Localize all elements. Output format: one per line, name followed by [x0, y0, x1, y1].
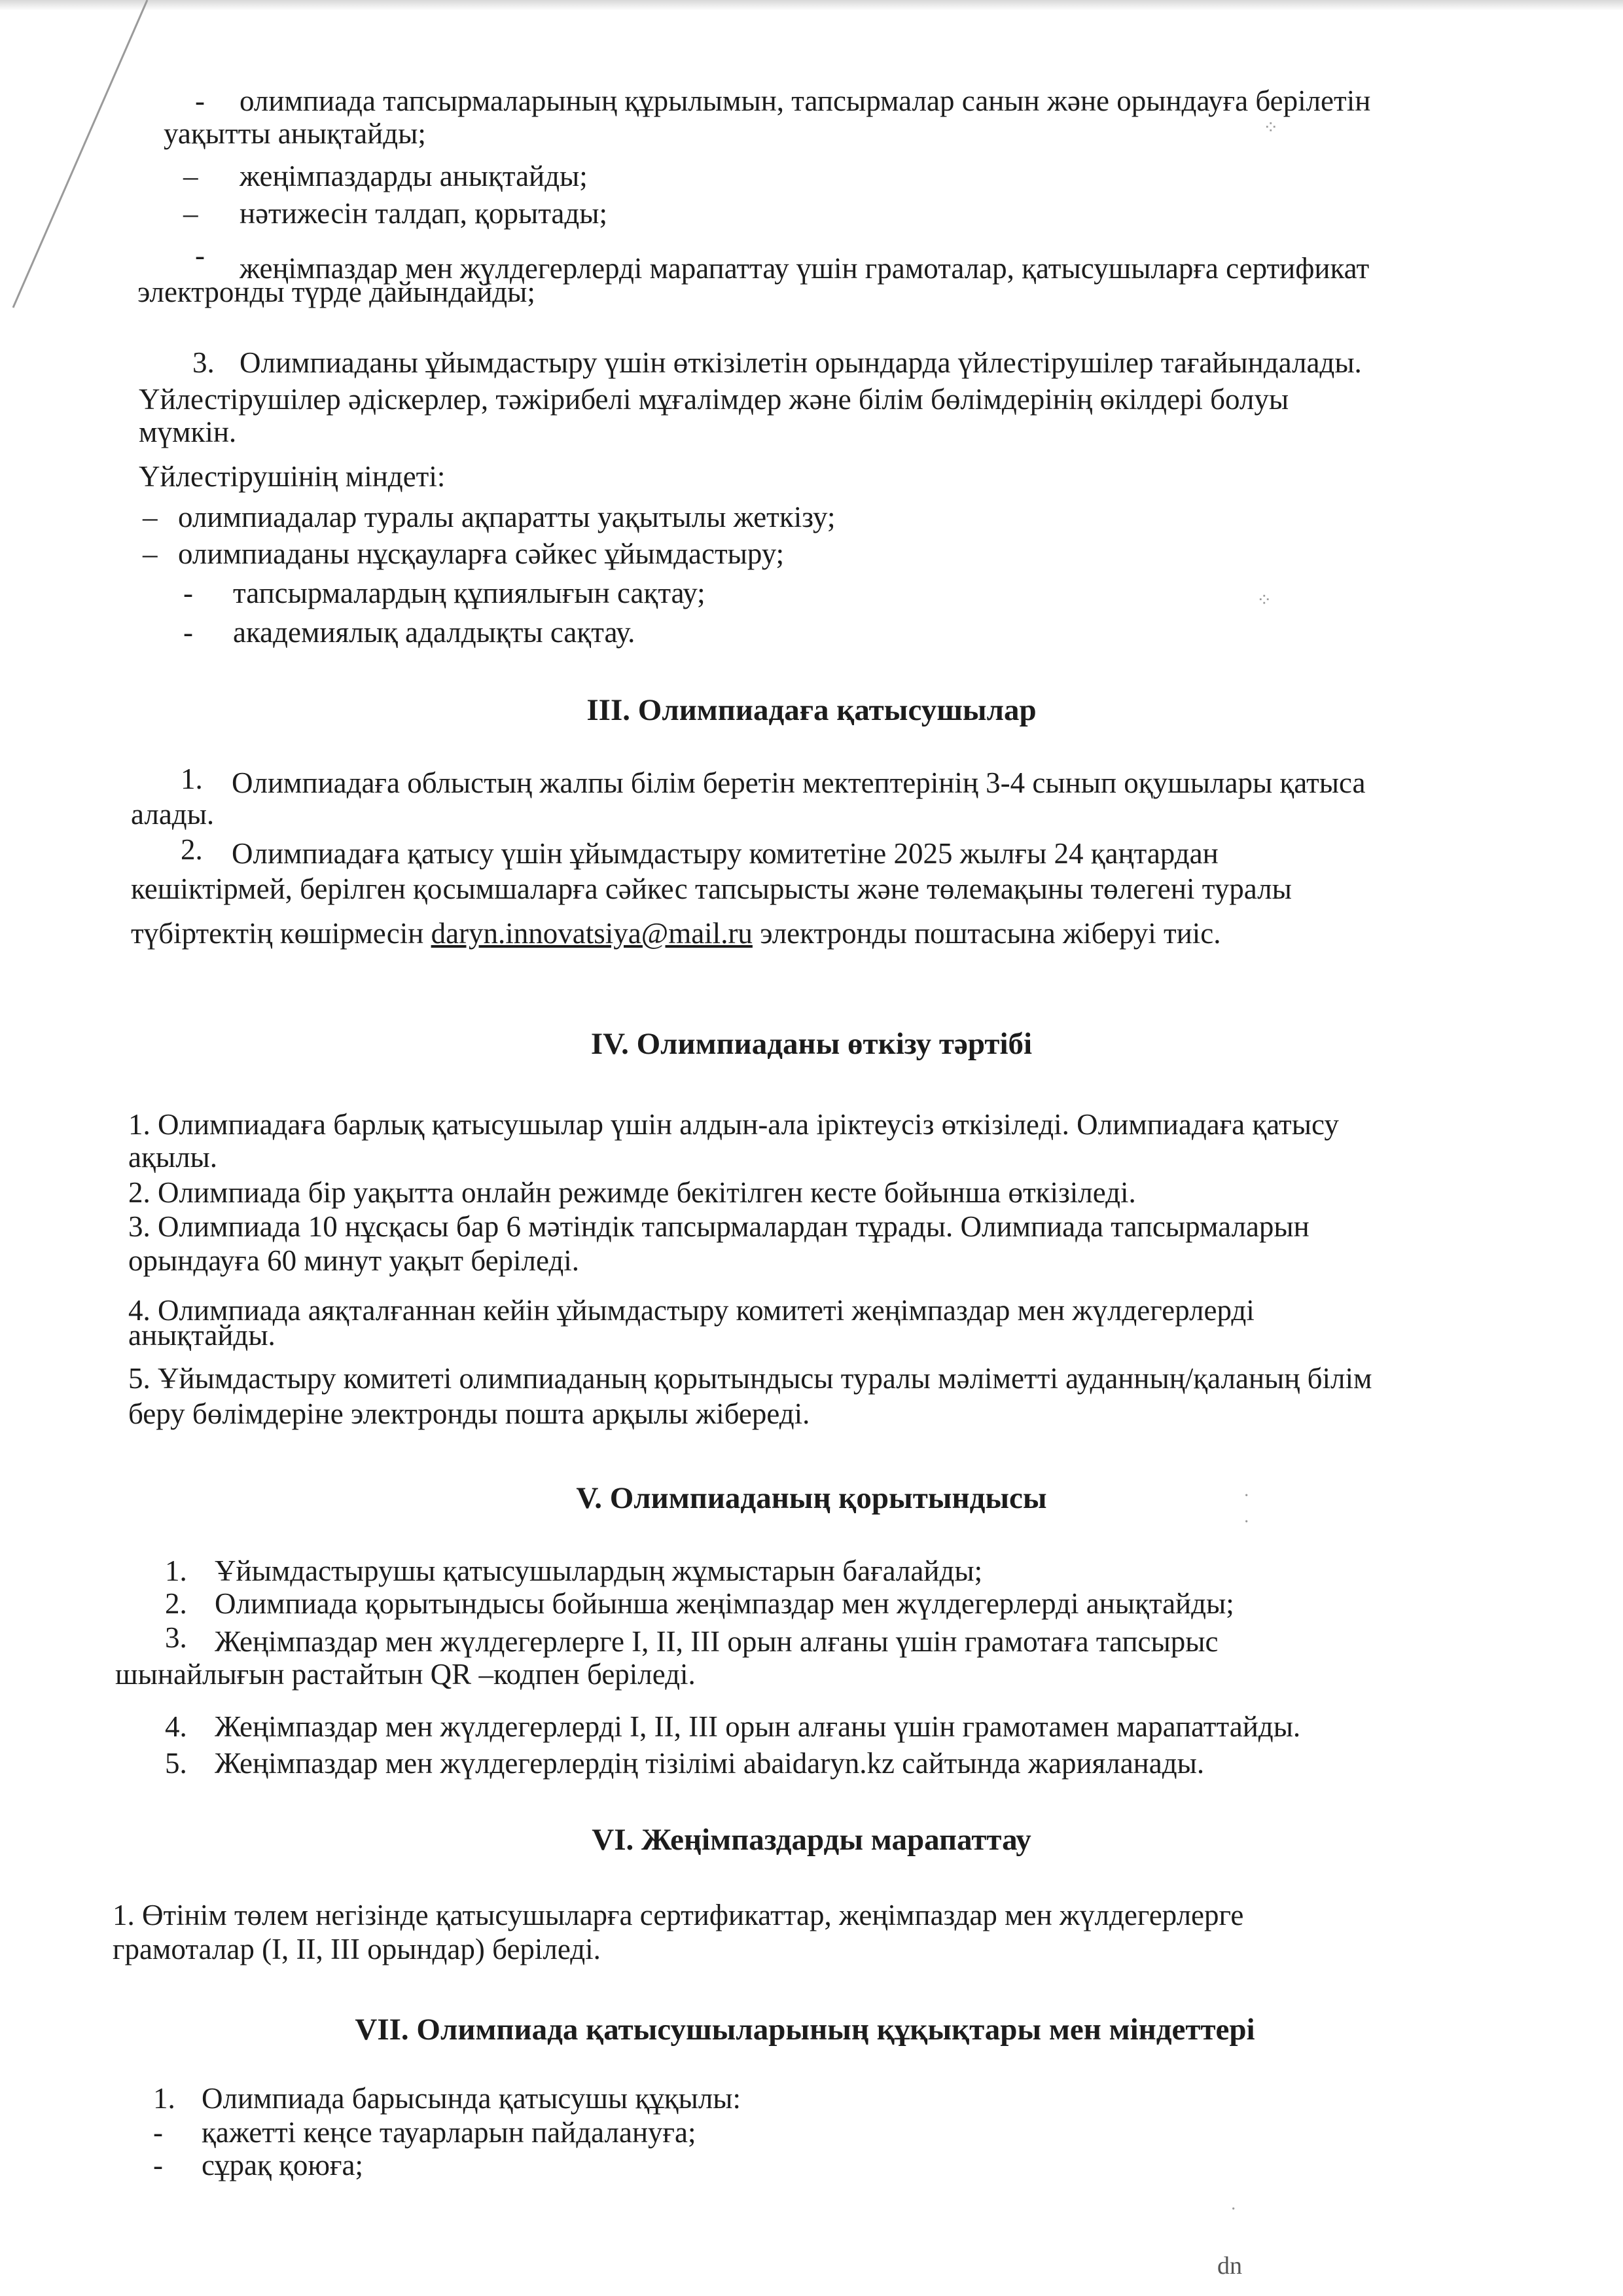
section-7-heading: VII. Олимпиада қатысушыларының құқықтары мен міндеттері — [355, 2013, 1255, 2047]
s7-b2: сұрақ қоюға; — [202, 2149, 363, 2181]
scan-speck: · — [1243, 1512, 1250, 1532]
scan-speck: · — [1230, 2199, 1237, 2219]
line-14-mark: - — [183, 616, 193, 649]
scan-speck: · — [1243, 1486, 1250, 1506]
line-3-mark: – — [183, 160, 198, 192]
s4-p5a: 5. Ұйымдастыру комитеті олимпиаданың қорытындысы туралы мәліметті ауданның/қаланың білім — [128, 1362, 1372, 1395]
line-7: Олимпиаданы ұйымдастыру үшін өткізілетін орындарда үйлестірушілер тағайындалады. — [240, 346, 1362, 379]
line-9: мүмкін. — [139, 416, 237, 448]
s3-p2b: кешіктірмей, берілген қосымшаларға сәйкес тапсырысты және төлемақыны төлегені туралы — [131, 872, 1292, 905]
s4-p4a: 4. Олимпиада аяқталғаннан кейін ұйымдастыру комитеті жеңімпаздар мен жүлдегерлерді — [128, 1294, 1255, 1327]
scan-speck: ⁘ — [1263, 118, 1279, 138]
s6-p1b: грамоталар (I, II, III орындар) беріледі. — [113, 1933, 601, 1965]
line-1: - — [195, 84, 205, 117]
s5-i4: Жеңімпаздар мен жүлдегерлерді I, II, III орын алғаны үшін грамотамен марапаттайды. — [215, 1710, 1301, 1743]
line-5-mark: - — [195, 239, 205, 272]
s4-p1b: ақылы. — [128, 1141, 218, 1174]
scan-speck: ⁘ — [1257, 590, 1272, 611]
s3-p2c: түбіртектің көшірмесін daryn.innovatsiya@mail.ru электронды поштасына жіберуі тиіс. — [131, 917, 1221, 950]
s5-i1: Ұйымдастырушы қатысушылардың жұмыстарын бағалайды; — [215, 1554, 983, 1587]
scan-edge-shadow — [0, 0, 1623, 10]
page-fold-mark — [0, 0, 151, 314]
s5-i1-mark: 1. — [165, 1554, 187, 1587]
line-5: жеңімпаздар мен жүлдегерлерді марапаттау үшін грамоталар, қатысушыларға сертификат — [240, 252, 1370, 285]
line-6: электронды түрде дайындайды; — [137, 276, 535, 308]
line-7-mark: 3. — [192, 346, 215, 379]
s3-p2a: Олимпиадаға қатысу үшін ұйымдастыру комитетіне 2025 жылғы 24 қаңтардан — [232, 837, 1219, 870]
s4-p1a: 1. Олимпиадаға барлық қатысушылар үшін алдын-ала іріктеусіз өткізіледі. Олимпиадаға қатысу — [128, 1108, 1339, 1141]
s5-i3-mark: 3. — [165, 1621, 187, 1654]
line-3: жеңімпаздарды анықтайды; — [240, 160, 588, 192]
s7-i1: Олимпиада барысында қатысушы құқылы: — [202, 2082, 741, 2115]
line-1-text: олимпиада тапсырмаларының құрылымын, тапсырмалар санын және орындауға берілетін — [240, 84, 1371, 117]
s4-p5b: беру бөлімдеріне электронды пошта арқылы жібереді. — [128, 1397, 810, 1430]
line-12-mark: – — [143, 537, 158, 570]
line-12: олимпиаданы нұсқауларға сәйкес ұйымдастыру; — [178, 537, 785, 570]
s7-b1: қажетті кеңсе тауарларын пайдалануға; — [202, 2116, 696, 2149]
section-6-heading: VI. Жеңімпаздарды марапаттау — [592, 1823, 1031, 1857]
section-3-heading: III. Олимпиадаға қатысушылар — [586, 693, 1037, 727]
line-4-mark: – — [183, 197, 198, 230]
line-8: Үйлестірушілер әдіскерлер, тәжірибелі мұғалімдер және білім бөлімдерінің өкілдері болуы — [139, 383, 1289, 416]
line-11: олимпиадалар туралы ақпаратты уақытылы жеткізу; — [178, 501, 836, 533]
line-13: тапсырмалардың құпиялығын сақтау; — [233, 577, 705, 609]
page-corner-mark: dn — [1217, 2252, 1242, 2280]
s3-p1b: алады. — [131, 798, 215, 831]
email-link[interactable]: daryn.innovatsiya@mail.ru — [431, 917, 753, 950]
s3-p1-mark: 1. — [181, 762, 203, 795]
line-14: академиялық адалдықты сақтау. — [233, 616, 635, 649]
s5-i3a: Жеңімпаздар мен жүлдегерлерге I, II, III орын алғаны үшін грамотаға тапсырыс — [215, 1625, 1219, 1658]
section-5-heading: V. Олимпиаданың қорытындысы — [576, 1481, 1047, 1515]
s4-p3b: орындауға 60 минут уақыт беріледі. — [128, 1244, 580, 1277]
s5-i5-mark: 5. — [165, 1747, 187, 1780]
line-4: нәтижесін талдап, қорытады; — [240, 197, 608, 230]
line-13-mark: - — [183, 577, 193, 609]
section-4-heading: IV. Олимпиаданы өткізу тәртібі — [590, 1027, 1033, 1061]
s3-p2-mark: 2. — [181, 833, 203, 866]
s4-p3a: 3. Олимпиада 10 нұсқасы бар 6 мәтіндік тапсырмалардан тұрады. Олимпиада тапсырмаларын — [128, 1210, 1310, 1243]
s5-i3b: шынайлығын растайтын QR –кодпен беріледі. — [115, 1658, 696, 1691]
s3-p1a: Олимпиадаға облыстың жалпы білім беретін мектептерінің 3-4 сынып оқушылары қатыса — [232, 766, 1366, 799]
s7-b2-mark: - — [153, 2149, 163, 2181]
s4-p4b: анықтайды. — [128, 1319, 276, 1352]
s5-i4-mark: 4. — [165, 1710, 187, 1743]
s6-p1a: 1. Өтінім төлем негізінде қатысушыларға сертификаттар, жеңімпаздар мен жүлдегерлерге — [113, 1899, 1244, 1931]
s5-i2: Олимпиада қорытындысы бойынша жеңімпаздар мен жүлдегерлерді анықтайды; — [215, 1587, 1234, 1620]
line-2: уақытты анықтайды; — [164, 117, 426, 150]
s7-b1-mark: - — [153, 2116, 163, 2149]
s7-i1-mark: 1. — [153, 2082, 175, 2115]
s5-i2-mark: 2. — [165, 1587, 187, 1620]
s5-i5: Жеңімпаздар мен жүлдегерлердің тізілімі abaidaryn.kz сайтында жарияланады. — [215, 1747, 1205, 1780]
s4-p2: 2. Олимпиада бір уақытта онлайн режимде бекітілген кесте бойынша өткізіледі. — [128, 1176, 1136, 1209]
line-10: Үйлестірушінің міндеті: — [139, 460, 446, 493]
line-11-mark: – — [143, 501, 158, 533]
